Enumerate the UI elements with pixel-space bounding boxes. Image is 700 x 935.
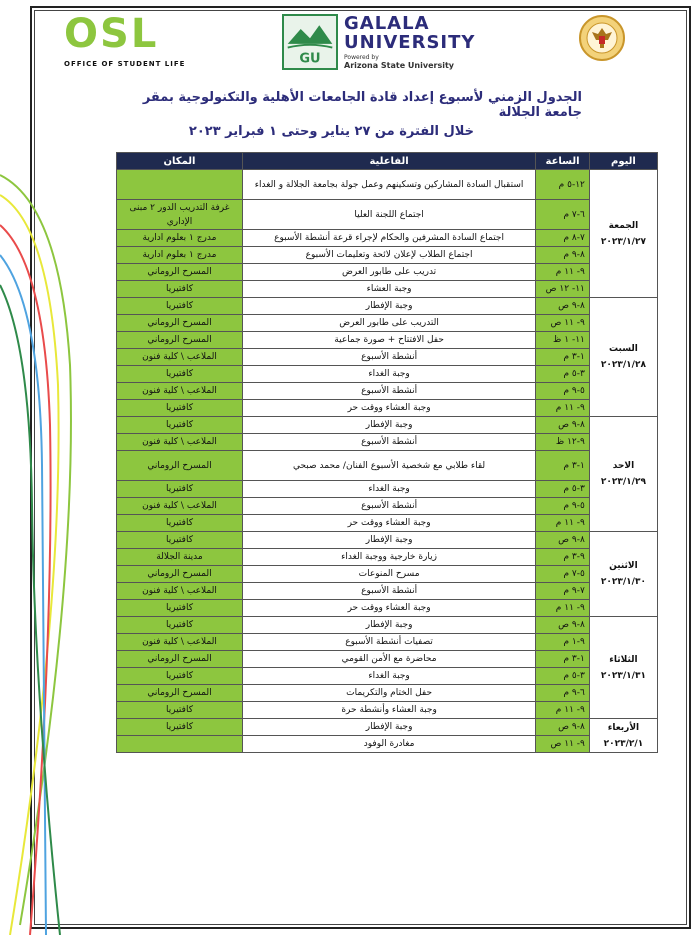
table-row bbox=[117, 366, 658, 383]
table-row bbox=[117, 434, 658, 451]
place-cell: المسرح الروماني bbox=[117, 566, 243, 583]
decorative-curves bbox=[0, 165, 120, 935]
place-cell: كافتيريا bbox=[117, 298, 243, 315]
activity-cell: حفل الختام والتكريمات bbox=[242, 685, 535, 702]
egypt-eagle-seal-icon bbox=[578, 14, 626, 62]
activity-cell: أنشطة الأسبوع bbox=[242, 498, 535, 515]
day-cell bbox=[589, 417, 657, 532]
page-title: الجدول الزمني لأسبوع إعداد قادة الجامعات الأهلية والتكنولوجية بمقر جامعة الجلالة bbox=[142, 90, 582, 120]
place-cell: مدينة الجلالة bbox=[117, 549, 243, 566]
table-row bbox=[117, 532, 658, 549]
activity-cell: محاضرة مع الأمن القومي bbox=[242, 651, 535, 668]
schedule-table bbox=[116, 152, 658, 753]
activity-cell: أنشطة الأسبوع bbox=[242, 434, 535, 451]
place-cell: كافتيريا bbox=[117, 617, 243, 634]
time-cell: ٣-٥ م bbox=[536, 366, 590, 383]
place-cell: كافتيريا bbox=[117, 366, 243, 383]
activity-cell: أنشطة الأسبوع bbox=[242, 349, 535, 366]
day-cell bbox=[589, 719, 657, 753]
place-cell: كافتيريا bbox=[117, 719, 243, 736]
place-cell: المسرح الروماني bbox=[117, 264, 243, 281]
time-cell: ١١- ١ ظ bbox=[536, 332, 590, 349]
activity-cell: وجبة الغداء bbox=[242, 366, 535, 383]
activity-cell: تدريب على طابور العرض bbox=[242, 264, 535, 281]
day-name: الأربعاء bbox=[607, 722, 640, 733]
time-cell: ٧-٩ م bbox=[536, 583, 590, 600]
place-cell: كافتيريا bbox=[117, 481, 243, 498]
table-row bbox=[117, 566, 658, 583]
activity-cell: وجبة العشاء وأنشطة حرة bbox=[242, 702, 535, 719]
table-row bbox=[117, 247, 658, 264]
time-cell: ٧-٨ م bbox=[536, 230, 590, 247]
table-row bbox=[117, 383, 658, 400]
activity-cell: لقاء طلابي مع شخصية الأسبوع الفنان/ محمد صبحي bbox=[242, 451, 535, 481]
table-row bbox=[117, 583, 658, 600]
table-row bbox=[117, 549, 658, 566]
table-row bbox=[117, 600, 658, 617]
time-cell: ٨-٩ ص bbox=[536, 617, 590, 634]
activity-cell: وجبة الإفطار bbox=[242, 417, 535, 434]
header-place: المكان bbox=[117, 153, 243, 170]
table-row bbox=[117, 281, 658, 298]
activity-cell: اجتماع الطلاب لإعلان لائحة وتعليمات الأسبوع bbox=[242, 247, 535, 264]
day-cell bbox=[589, 170, 657, 298]
time-cell: ٦-٩ م bbox=[536, 685, 590, 702]
activity-cell: مسرح المنوعات bbox=[242, 566, 535, 583]
time-cell: ١-٣ م bbox=[536, 349, 590, 366]
time-cell: ٩- ١١ م bbox=[536, 702, 590, 719]
time-cell: ٨-٩ ص bbox=[536, 719, 590, 736]
osl-mark: OSL bbox=[64, 11, 159, 57]
svg-text:GU: GU bbox=[299, 51, 321, 67]
place-cell: كافتيريا bbox=[117, 417, 243, 434]
time-cell: ٩- ١١ م bbox=[536, 600, 590, 617]
place-cell: كافتيريا bbox=[117, 668, 243, 685]
activity-cell: أنشطة الأسبوع bbox=[242, 583, 535, 600]
table-row bbox=[117, 515, 658, 532]
day-name: الثلاثاء bbox=[609, 654, 638, 665]
table-row bbox=[117, 332, 658, 349]
time-cell: ٦-٧ م bbox=[536, 200, 590, 230]
table-row bbox=[117, 400, 658, 417]
time-cell: ٨-٩ ص bbox=[536, 298, 590, 315]
time-cell: ٩- ١١ ص bbox=[536, 315, 590, 332]
place-cell: المسرح الروماني bbox=[117, 451, 243, 481]
activity-cell: وجبة الإفطار bbox=[242, 298, 535, 315]
place-cell: الملاعب \ كلية فنون bbox=[117, 634, 243, 651]
time-cell: ١١- ١٢ ص bbox=[536, 281, 590, 298]
table-row bbox=[117, 170, 658, 200]
place-cell: كافتيريا bbox=[117, 515, 243, 532]
time-cell: ٥-٩ م bbox=[536, 383, 590, 400]
time-cell: ١-٣ م bbox=[536, 451, 590, 481]
place-cell bbox=[117, 736, 243, 753]
table-row bbox=[117, 230, 658, 247]
place-cell: الملاعب \ كلية فنون bbox=[117, 583, 243, 600]
table-row bbox=[117, 417, 658, 434]
university-name-2: UNIVERSITY bbox=[344, 32, 476, 53]
activity-cell: حفل الافتتاح + صورة جماعية bbox=[242, 332, 535, 349]
university-name-1: GALALA bbox=[344, 13, 430, 34]
table-row bbox=[117, 685, 658, 702]
table-row bbox=[117, 617, 658, 634]
place-cell: مدرج ١ بعلوم ادارية bbox=[117, 247, 243, 264]
place-cell: كافتيريا bbox=[117, 702, 243, 719]
galala-logo bbox=[282, 12, 476, 74]
table-header-row bbox=[117, 153, 658, 170]
place-cell: المسرح الروماني bbox=[117, 651, 243, 668]
activity-cell: تصفيات أنشطة الأسبوع bbox=[242, 634, 535, 651]
time-cell: ٥-٩ م bbox=[536, 498, 590, 515]
day-date: ٢٠٢٣/٢/١ bbox=[603, 738, 644, 749]
table-row bbox=[117, 651, 658, 668]
place-cell: الملاعب \ كلية فنون bbox=[117, 349, 243, 366]
table-row bbox=[117, 264, 658, 281]
header-day: اليوم bbox=[589, 153, 657, 170]
time-cell: ١٢-٥ م bbox=[536, 170, 590, 200]
table-row bbox=[117, 349, 658, 366]
table-row bbox=[117, 200, 658, 230]
day-date: ٢٠٢٣/١/٣١ bbox=[600, 670, 646, 681]
activity-cell: وجبة الإفطار bbox=[242, 617, 535, 634]
place-cell: كافتيريا bbox=[117, 600, 243, 617]
osl-label: OFFICE OF STUDENT LIFE bbox=[64, 60, 186, 68]
time-cell: ٨-٩ م bbox=[536, 247, 590, 264]
place-cell: الملاعب \ كلية فنون bbox=[117, 498, 243, 515]
place-cell: كافتيريا bbox=[117, 281, 243, 298]
table-row bbox=[117, 451, 658, 481]
place-cell: الملاعب \ كلية فنون bbox=[117, 383, 243, 400]
place-cell: الملاعب \ كلية فنون bbox=[117, 434, 243, 451]
day-name: السبت bbox=[609, 344, 638, 354]
time-cell: ٩-١ م bbox=[536, 634, 590, 651]
activity-cell: وجبة الغداء bbox=[242, 668, 535, 685]
day-name: الجمعة bbox=[608, 220, 639, 231]
table-row bbox=[117, 315, 658, 332]
activity-cell: زيارة خارجية ووجبة الغداء bbox=[242, 549, 535, 566]
activity-cell: وجبة العشاء ووقت حر bbox=[242, 600, 535, 617]
time-cell: ٣-٥ م bbox=[536, 481, 590, 498]
day-name: الاثنين bbox=[609, 561, 638, 571]
activity-cell: وجبة الغداء bbox=[242, 481, 535, 498]
time-cell: ٩- ١١ م bbox=[536, 400, 590, 417]
activity-cell: أنشطة الأسبوع bbox=[242, 383, 535, 400]
time-cell: ٩-٣ م bbox=[536, 549, 590, 566]
galala-mountain-icon bbox=[282, 14, 338, 70]
place-cell: غرفة التدريب الدور ٢ مبنى الإداري bbox=[117, 200, 243, 230]
header-activity: الفاعلية bbox=[242, 153, 535, 170]
page-subtitle: خلال الفترة من ٢٧ يناير وحتى ١ فبراير ٢٠٢٣ bbox=[188, 124, 474, 139]
table-row bbox=[117, 298, 658, 315]
place-cell: مدرج ١ بعلوم ادارية bbox=[117, 230, 243, 247]
time-cell: ٥-٧ م bbox=[536, 566, 590, 583]
table-row bbox=[117, 668, 658, 685]
table-row bbox=[117, 702, 658, 719]
day-date: ٢٠٢٣/١/٢٧ bbox=[600, 236, 646, 247]
activity-cell: التدريب على طابور العرض bbox=[242, 315, 535, 332]
header-time: الساعة bbox=[536, 153, 590, 170]
activity-cell: اجتماع السادة المشرفين والحكام لإجراء قرعة أنشطة الأسبوع bbox=[242, 230, 535, 247]
place-cell: كافتيريا bbox=[117, 532, 243, 549]
activity-cell: وجبة العشاء ووقت حر bbox=[242, 515, 535, 532]
table-row bbox=[117, 498, 658, 515]
place-cell: المسرح الروماني bbox=[117, 315, 243, 332]
place-cell: المسرح الروماني bbox=[117, 332, 243, 349]
day-date: ٢٠٢٣/١/٢٩ bbox=[600, 477, 646, 487]
place-cell bbox=[117, 170, 243, 200]
powered-by: Powered by bbox=[344, 54, 379, 61]
time-cell: ٨-٩ ص bbox=[536, 417, 590, 434]
table-row bbox=[117, 719, 658, 736]
day-cell bbox=[589, 298, 657, 417]
day-date: ٢٠٢٣/١/٢٨ bbox=[600, 360, 646, 370]
day-cell bbox=[589, 532, 657, 617]
activity-cell: استقبال السادة المشاركين وتسكينهم وعمل جولة بجامعة الجلالة و الغداء bbox=[242, 170, 535, 200]
activity-cell: وجبة الإفطار bbox=[242, 719, 535, 736]
osl-logo bbox=[64, 12, 204, 74]
time-cell: ١-٣ م bbox=[536, 651, 590, 668]
time-cell: ٨-٩ ص bbox=[536, 532, 590, 549]
activity-cell: اجتماع اللجنة العليا bbox=[242, 200, 535, 230]
time-cell: ٣-٥ م bbox=[536, 668, 590, 685]
time-cell: ٩-١٢ ظ bbox=[536, 434, 590, 451]
table-row bbox=[117, 481, 658, 498]
time-cell: ٩- ١١ ص bbox=[536, 736, 590, 753]
partner-name: Arizona State University bbox=[344, 61, 454, 70]
table-row bbox=[117, 634, 658, 651]
time-cell: ٩- ١١ م bbox=[536, 515, 590, 532]
day-cell bbox=[589, 617, 657, 719]
day-date: ٢٠٢٣/١/٣٠ bbox=[600, 577, 646, 587]
activity-cell: مغادرة الوفود bbox=[242, 736, 535, 753]
time-cell: ٩- ١١ م bbox=[536, 264, 590, 281]
place-cell: كافتيريا bbox=[117, 400, 243, 417]
activity-cell: وجبة الإفطار bbox=[242, 532, 535, 549]
activity-cell: وجبة العشاء ووقت حر bbox=[242, 400, 535, 417]
table-row bbox=[117, 736, 658, 753]
day-name: الاحد bbox=[612, 461, 635, 471]
activity-cell: وجبة العشاء bbox=[242, 281, 535, 298]
place-cell: المسرح الروماني bbox=[117, 685, 243, 702]
